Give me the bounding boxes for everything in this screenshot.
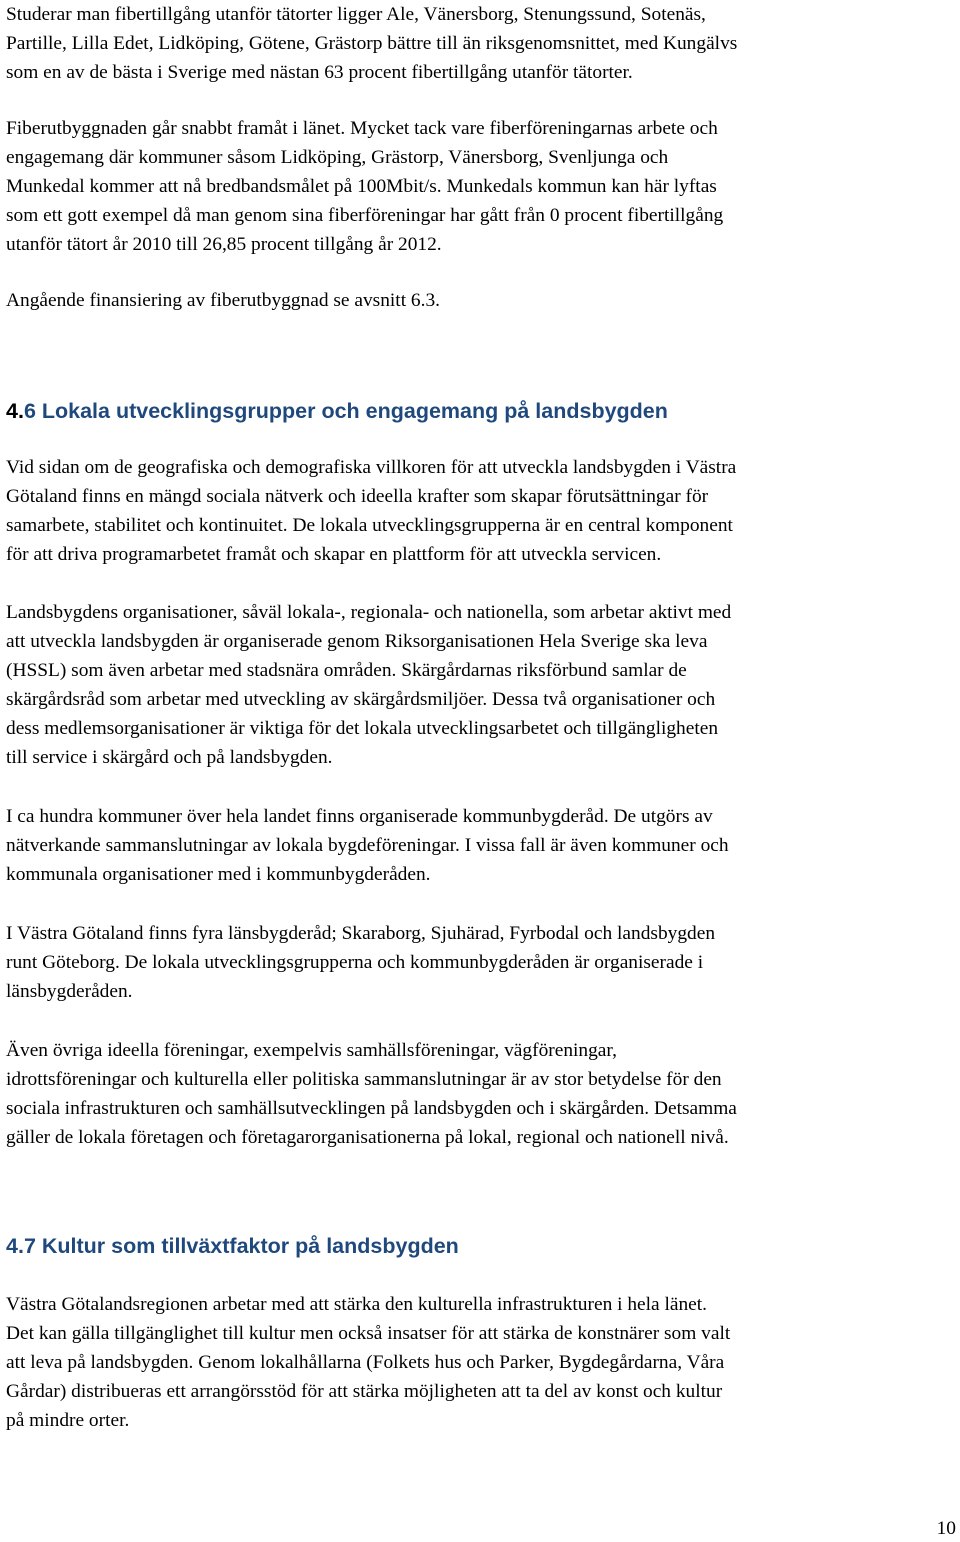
text-line: länsbygderåden. bbox=[6, 981, 133, 1002]
text-line: Vid sidan om de geografiska och demografiska villkoren för att utveckla landsbygden i Västra bbox=[6, 457, 737, 478]
paragraph-fiber-expansion bbox=[6, 114, 956, 259]
text-line: Landsbygdens organisationer, såväl lokala-, regionala- och nationella, som arbetar aktivt med bbox=[6, 602, 732, 623]
text-line: Det kan gälla tillgänglighet till kultur men också insatser för att stärka de konstnärer som valt bbox=[6, 1323, 731, 1344]
text-line: I Västra Götaland finns fyra länsbygderåd; Skaraborg, Sjuhärad, Fyrbodal och landsbygden bbox=[6, 923, 716, 944]
heading-section-4-6 bbox=[6, 396, 668, 426]
text-line: samarbete, stabilitet och kontinuitet. De lokala utvecklingsgrupperna är en central komponent bbox=[6, 515, 733, 536]
text-line: nätverkande sammanslutningar av lokala bygdeföreningar. I vissa fall är även kommuner och bbox=[6, 835, 729, 856]
paragraph-social-networks bbox=[6, 453, 956, 569]
text-line: Fiberutbyggnaden går snabbt framåt i länet. Mycket tack vare fiberföreningarnas arbete och bbox=[6, 118, 718, 139]
text-line: gäller de lokala företagen och företagarorganisationerna på lokal, regional och nationell nivå. bbox=[6, 1127, 729, 1148]
text-line: skärgårdsråd som arbetar med utveckling av skärgårdsmiljöer. Dessa två organisationer och bbox=[6, 689, 716, 710]
text-line: I ca hundra kommuner över hela landet finns organiserade kommunbygderåd. De utgörs av bbox=[6, 806, 713, 827]
text-line: Västra Götalandsregionen arbetar med att stärka den kulturella infrastrukturen i hela länet. bbox=[6, 1294, 708, 1315]
text-line: Partille, Lilla Edet, Lidköping, Götene, Grästorp bättre till än riksgenomsnittet, med Kungälvs bbox=[6, 33, 738, 54]
heading-text: 7 Kultur som tillväxtfaktor på landsbygden bbox=[23, 1234, 459, 1258]
text-line: som en av de bästa i Sverige med nästan 63 procent fibertillgång utanför tätorter. bbox=[6, 62, 633, 83]
text-line: till service i skärgård och på landsbygden. bbox=[6, 747, 333, 768]
heading-section-4-7 bbox=[6, 1231, 459, 1261]
text-line: Gårdar) distribueras ett arrangörsstöd för att stärka möjligheten att ta del av konst och kultur bbox=[6, 1381, 723, 1402]
paragraph-rural-organisations bbox=[6, 598, 956, 772]
paragraph-fiber-access bbox=[6, 0, 956, 87]
paragraph-other-associations bbox=[6, 1036, 956, 1152]
text-line: att utveckla landsbygden är organiserade genom Riksorganisationen Hela Sverige ska leva bbox=[6, 631, 708, 652]
text-line: på mindre orter. bbox=[6, 1410, 130, 1431]
text-line: idrottsföreningar och kulturella eller politiska sammanslutningar är av stor betydelse för den bbox=[6, 1069, 722, 1090]
text-line: Angående finansiering av fiberutbyggnad se avsnitt 6.3. bbox=[6, 290, 441, 311]
text-line: engagemang där kommuner såsom Lidköping, Grästorp, Vänersborg, Svenljunga och bbox=[6, 147, 669, 168]
text-line: att leva på landsbygden. Genom lokalhållarna (Folkets hus och Parker, Bygdegårdarna, Våra bbox=[6, 1352, 725, 1373]
page-number: 10 bbox=[936, 1518, 956, 1539]
text-line: (HSSL) som även arbetar med stadsnära områden. Skärgårdarnas riksförbund samlar de bbox=[6, 660, 687, 681]
text-line: Studerar man fibertillgång utanför tätorter ligger Ale, Vänersborg, Stenungssund, Sotenäs, bbox=[6, 4, 706, 25]
heading-number-prefix: 4. bbox=[6, 1234, 24, 1258]
text-line: Även övriga ideella föreningar, exempelvis samhällsföreningar, vägföreningar, bbox=[6, 1040, 617, 1061]
text-line: Götaland finns en mängd sociala nätverk och ideella krafter som skapar förutsättningar för bbox=[6, 486, 709, 507]
text-line: Munkedal kommer att nå bredbandsmålet på 100Mbit/s. Munkedals kommun kan här lyftas bbox=[6, 176, 717, 197]
text-line: som ett gott exempel då man genom sina fiberföreningar har gått från 0 procent fibertillgång bbox=[6, 205, 724, 226]
text-line: runt Göteborg. De lokala utvecklingsgrupperna och kommunbygderåden är organiserade i bbox=[6, 952, 704, 973]
text-line: kommunala organisationer med i kommunbygderåden. bbox=[6, 864, 431, 885]
paragraph-financing-ref bbox=[6, 286, 956, 315]
text-line: för att driva programarbetet framåt och skapar en plattform för att utveckla servicen. bbox=[6, 544, 662, 565]
heading-text: 6 Lokala utvecklingsgrupper och engagemang på landsbygden bbox=[23, 399, 668, 423]
text-line: dess medlemsorganisationer är viktiga för det lokala utvecklingsarbetet och tillgängligheten bbox=[6, 718, 719, 739]
heading-number-prefix: 4. bbox=[6, 399, 24, 423]
text-line: utanför tätort år 2010 till 26,85 procent tillgång år 2012. bbox=[6, 234, 442, 255]
paragraph-county-councils bbox=[6, 919, 956, 1006]
paragraph-culture bbox=[6, 1290, 956, 1435]
text-line: sociala infrastrukturen och samhällsutvecklingen på landsbygden och i skärgården. Detsamma bbox=[6, 1098, 737, 1119]
paragraph-municipal-councils bbox=[6, 802, 956, 889]
